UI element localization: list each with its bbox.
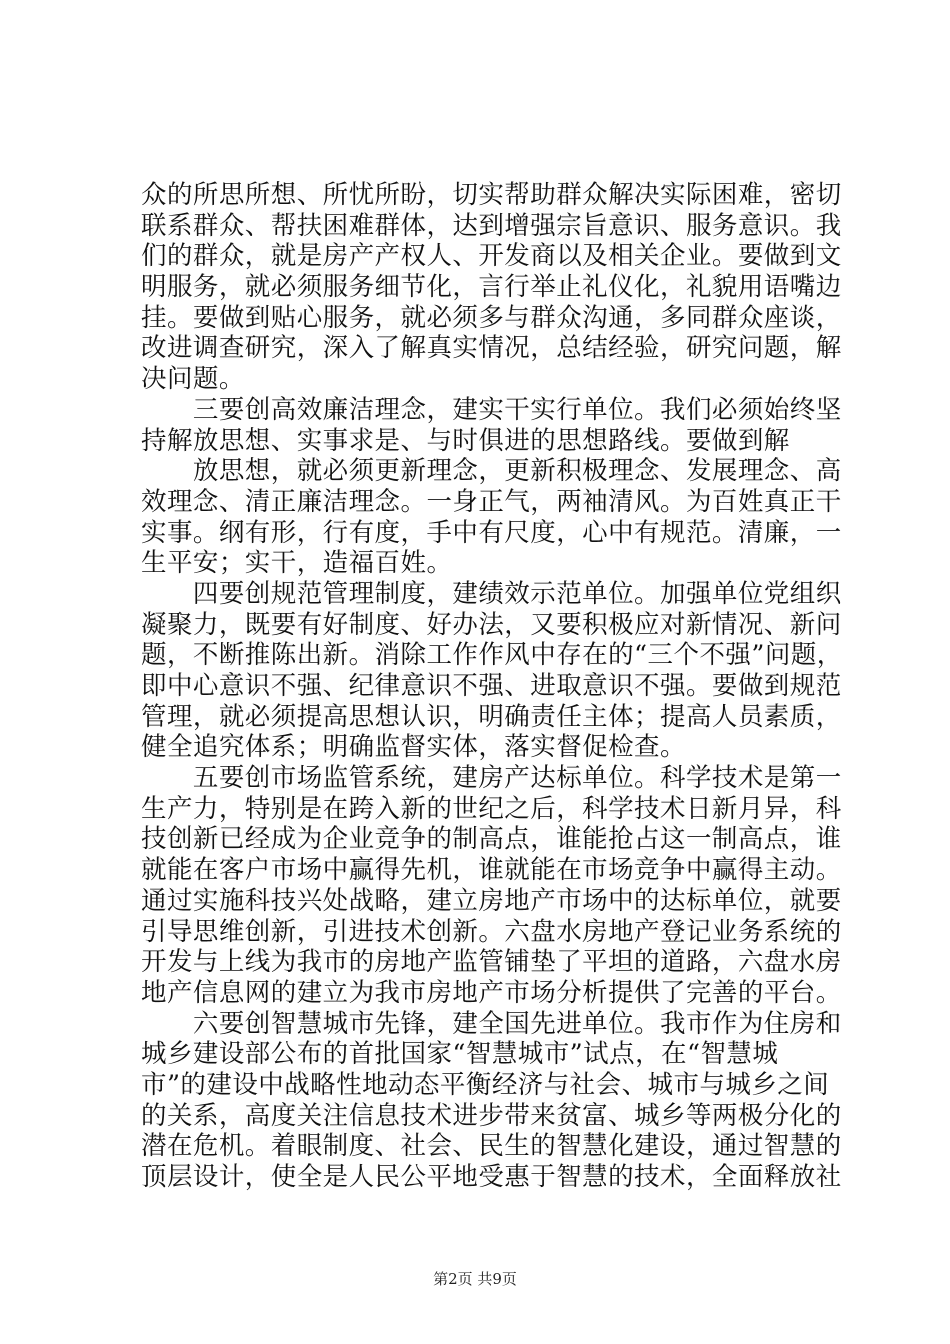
text-line: 效理念、清正廉洁理念。一身正气，两袖清风。为百姓真正干	[141, 486, 842, 517]
text-line: 就能在客户市场中赢得先机，谁就能在市场竞争中赢得主动。	[141, 855, 842, 886]
text-line: 城乡建设部公布的首批国家“智慧城市”试点，在“智慧城	[141, 1039, 779, 1070]
text-line: 实事。纲有形，行有度，手中有尺度，心中有规范。清廉，一	[141, 517, 842, 548]
text-line: 五要创市场监管系统，建房产达标单位。科学技术是第一	[141, 763, 842, 794]
document-body	[141, 180, 841, 1193]
text-line: 题，不断推陈出新。消除工作作风中存在的“三个不强”问题，	[141, 640, 843, 671]
page-footer: 第2页 共9页	[433, 1270, 517, 1288]
text-line: 技创新已经成为企业竞争的制高点，谁能抢占这一制高点，谁	[141, 824, 842, 855]
text-line: 挂。要做到贴心服务，就必须多与群众沟通，多同群众座谈，	[141, 302, 842, 333]
text-line: 引导思维创新，引进技术创新。六盘水房地产登记业务系统的	[141, 916, 842, 947]
text-line: 六要创智慧城市先锋，建全国先进单位。我市作为住房和	[141, 1008, 842, 1039]
text-line: 潜在危机。着眼制度、社会、民生的智慧化建设，通过智慧的	[141, 1131, 842, 1162]
text-line: 地产信息网的建立为我市房地产市场分析提供了完善的平台。	[141, 977, 842, 1008]
text-line: 放思想，就必须更新理念，更新积极理念、发展理念、高	[141, 456, 842, 487]
text-line: 明服务，就必须服务细节化，言行举止礼仪化，礼貌用语嘴边	[141, 272, 842, 303]
text-line: 凝聚力，既要有好制度、好办法，又要积极应对新情况、新问	[141, 609, 842, 640]
text-line: 生产力，特别是在跨入新的世纪之后，科学技术日新月异，科	[141, 793, 842, 824]
text-line: 持解放思想、实事求是、与时俱进的思想路线。要做到解	[141, 425, 790, 456]
text-line: 的关系，高度关注信息技术进步带来贫富、城乡等两极分化的	[141, 1100, 842, 1131]
text-line: 联系群众、帮扶困难群体，达到增强宗旨意识、服务意识。我	[141, 210, 842, 241]
text-line: 四要创规范管理制度，建绩效示范单位。加强单位党组织	[141, 578, 842, 609]
text-line: 决问题。	[141, 364, 245, 395]
text-line: 管理，就必须提高思想认识，明确责任主体；提高人员素质，	[141, 701, 842, 732]
text-line: 市”的建设中战略性地动态平衡经济与社会、城市与城乡之间	[141, 1069, 830, 1100]
text-line: 顶层设计，使全是人民公平地受惠于智慧的技术，全面释放社	[141, 1162, 842, 1192]
text-line: 即中心意识不强、纪律意识不强、进取意识不强。要做到规范	[141, 671, 842, 701]
text-line: 通过实施科技兴处战略，建立房地产市场中的达标单位，就要	[141, 885, 842, 916]
text-line: 改进调查研究，深入了解真实情况，总结经验，研究问题，解	[141, 333, 842, 364]
text-line: 们的群众，就是房产产权人、开发商以及相关企业。要做到文	[141, 241, 842, 272]
text-line: 开发与上线为我市的房地产监管铺垫了平坦的道路，六盘水房	[141, 947, 842, 978]
text-line: 生平安；实干，造福百姓。	[141, 548, 453, 579]
text-line: 健全追究体系；明确监督实体，落实督促检查。	[141, 732, 686, 763]
text-line: 三要创高效廉洁理念，建实干实行单位。我们必须始终坚	[141, 394, 842, 425]
text-line: 众的所思所想、所忧所盼，切实帮助群众解决实际困难，密切	[141, 180, 842, 210]
